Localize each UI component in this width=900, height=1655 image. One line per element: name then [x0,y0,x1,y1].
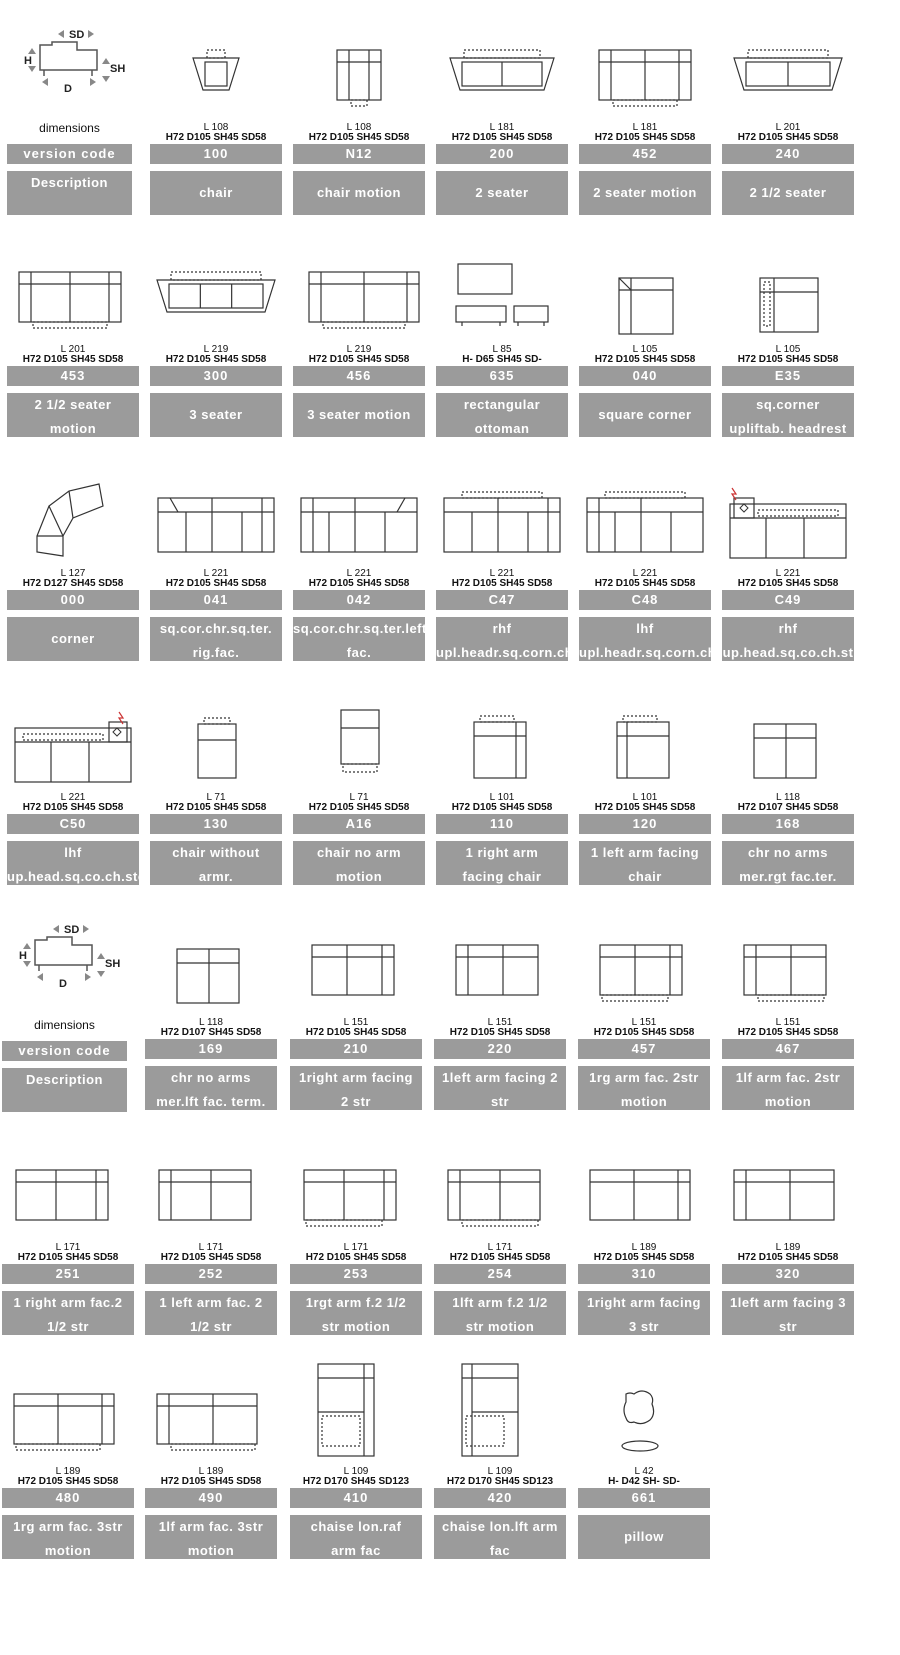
version-code: 042 [293,590,425,610]
length-text: L 221 [346,568,372,579]
version-code: 310 [578,1264,710,1284]
dimensions-text: H72 D105 SH45 SD58 [17,1252,119,1263]
description-line: square corner [598,407,692,422]
description-line: rhf [778,621,798,636]
version-code: 169 [145,1039,277,1059]
rhf-motion-icon [722,466,854,564]
version-code: 456 [293,366,425,386]
dimensions-text: H- D42 SH- SD- [608,1476,680,1487]
description-line: chair [199,185,233,200]
description-line: motion [187,1543,235,1558]
length-text: L 201 [60,344,86,355]
description [290,1515,422,1559]
dimensions-text: H72 D105 SH45 SD58 [737,354,839,365]
description [434,1291,566,1335]
description-line: upl.headr.sq.corn.ch [579,645,717,660]
dimensions-text: H72 D105 SH45 SD58 [593,1252,695,1263]
description-line: 1lf arm fac. 2str [735,1070,841,1085]
length-text: L 221 [60,792,86,803]
description [2,1291,134,1335]
description-line: 1right arm facing [299,1070,413,1085]
length-text: L 189 [55,1466,81,1477]
dimensions-text: H72 D105 SH45 SD58 [737,1252,839,1263]
dimensions-text: H72 D105 SH45 SD58 [593,1027,695,1038]
version-code: 041 [150,590,282,610]
dimensions-text: H72 D105 SH45 SD58 [305,1027,407,1038]
version-code: 661 [578,1488,710,1508]
description [436,841,568,885]
version-code: N12 [293,144,425,164]
description-line: chair [628,869,662,884]
description [290,1066,422,1110]
svg-text:H: H [24,55,32,67]
dimension-legend-icon [17,915,127,990]
chair-motion-icon [293,20,425,118]
description-line: chair no arm [316,845,402,860]
description [436,617,574,661]
svg-text:SD: SD [69,29,85,41]
dimensions-text: H72 D105 SH45 SD58 [737,1027,839,1038]
description [145,1066,277,1110]
description [434,1515,566,1559]
version-code: 480 [2,1488,134,1508]
version-code: 110 [436,814,568,834]
version-code: 130 [150,814,282,834]
description-line: 1/2 str [190,1319,232,1334]
dimensions-text: H72 D105 SH45 SD58 [451,802,553,813]
description-line: rectangular [463,397,541,412]
description-line: chair motion [316,185,401,200]
version-code: 168 [722,814,854,834]
dimensions-text: H72 D105 SH45 SD58 [308,132,410,143]
description-line: facing chair [462,869,542,884]
description-line: 3 str [629,1319,659,1334]
dimensions-label: dimensions [34,1018,95,1032]
description-line: upl.headr.sq.corn.ch [436,645,574,660]
right-arm-3str-motion-icon [2,1364,134,1462]
dimensions-text: H72 D105 SH45 SD58 [451,132,553,143]
dimensions-text: H72 D105 SH45 SD58 [165,132,267,143]
description-line: 1/2 str [47,1319,89,1334]
svg-text:H: H [19,950,27,962]
dimensions-text: H72 D105 SH45 SD58 [449,1252,551,1263]
description [579,841,711,885]
dimensions-text: H- D65 SH45 SD- [462,354,542,365]
description [2,1515,134,1559]
version-code: 200 [436,144,568,164]
version-code: 120 [579,814,711,834]
armless-chair-motion-icon [293,690,425,788]
right-arm-2str-icon [290,915,422,1013]
description-line: 1rgt arm f.2 1/2 [305,1295,407,1310]
left-arm-3str-motion-icon [145,1364,277,1462]
length-text: L 171 [55,1242,81,1253]
dimensions-text: H72 D105 SH45 SD58 [737,132,839,143]
legend-block-1 [7,20,132,220]
description-line: pillow [624,1529,664,1544]
description-line: chr no arms [748,845,828,860]
sq-cor-chr-left-icon [293,466,425,564]
description-line: mer.lft fac. term. [156,1094,266,1109]
description [150,393,282,437]
description [145,1291,277,1335]
description [722,617,854,661]
sofa-25-icon [722,20,854,118]
dimensions-text: H72 D105 SH45 SD58 [305,1252,407,1263]
version-code-label: version code [7,144,132,164]
chair-icon [150,20,282,118]
description-line: chair without [172,845,260,860]
length-text: L 108 [346,122,372,133]
right-arm-2str-motion-icon [578,915,710,1013]
svg-text:SH: SH [105,958,121,970]
version-code: 490 [145,1488,277,1508]
version-code: 040 [579,366,711,386]
sofa-2-motion-icon [579,20,711,118]
description [579,171,711,215]
length-text: L 181 [632,122,658,133]
length-text: L 101 [489,792,515,803]
description-line: sq.cor.chr.sq.ter.left [293,621,427,636]
version-code: 320 [722,1264,854,1284]
length-text: L 109 [343,1466,369,1477]
length-text: L 221 [203,568,229,579]
version-code: 210 [290,1039,422,1059]
chr-no-arms-right-icon [722,690,854,788]
length-text: L 127 [60,568,86,579]
sofa-3-motion-icon [293,242,425,340]
chaise-right-icon [290,1364,422,1462]
length-text: L 108 [203,122,229,133]
lhf-motion-icon [7,690,139,788]
description-line: fac. [346,645,372,660]
description-line: 1lft arm f.2 1/2 [452,1295,548,1310]
right-arm-chair-icon [436,690,568,788]
description-line: chr no arms [171,1070,251,1085]
sofa-3-icon [150,242,282,340]
svg-text:SD: SD [64,924,80,936]
length-text: L 151 [487,1017,513,1028]
description-line: up.head.sq.co.ch.st [722,645,854,660]
description [578,1291,710,1335]
description-line: chaise lon.raf [310,1519,402,1534]
description-line: 1 left arm fac. 2 [159,1295,263,1310]
lhf-headrest-icon [579,466,711,564]
description-line: corner [51,631,95,646]
length-text: L 219 [346,344,372,355]
sofa-25-motion-icon [7,242,139,340]
description [579,617,717,661]
length-text: L 105 [775,344,801,355]
rhf-headrest-icon [436,466,568,564]
description-line: 1left arm facing 3 [730,1295,846,1310]
dimensions-text: H72 D105 SH45 SD58 [737,578,839,589]
description-line: mer.rgt fac.ter. [739,869,837,884]
description-line: str [490,1094,510,1109]
description [145,1515,277,1559]
description [434,1066,566,1110]
sq-cor-chr-right-icon [150,466,282,564]
dimensions-text: H72 D105 SH45 SD58 [22,802,124,813]
length-text: L 71 [206,792,226,803]
armless-chair-icon [150,690,282,788]
chr-no-arms-left-icon [145,915,277,1013]
description-line: 2 str [341,1094,371,1109]
dimensions-text: H72 D105 SH45 SD58 [594,132,696,143]
length-text: L 171 [343,1242,369,1253]
dimensions-text: H72 D107 SH45 SD58 [737,802,839,813]
description-label: Description [2,1068,127,1112]
description-line: arm fac [331,1543,381,1558]
svg-text:SH: SH [110,63,126,75]
ottoman-icon [436,242,568,340]
sofa-2-icon [436,20,568,118]
dimensions-text: H72 D105 SH45 SD58 [160,1476,262,1487]
dimensions-text: H72 D105 SH45 SD58 [165,802,267,813]
left-arm-25str-motion-icon [434,1140,566,1238]
pillow-icon [578,1364,710,1462]
length-text: L 71 [349,792,369,803]
version-code: 253 [290,1264,422,1284]
length-text: L 189 [198,1466,224,1477]
length-text: L 151 [631,1017,657,1028]
description [436,171,568,215]
description-line: 3 seater [189,407,243,422]
dimensions-text: H72 D105 SH45 SD58 [451,578,553,589]
length-text: L 221 [775,568,801,579]
left-arm-chair-icon [579,690,711,788]
description [722,841,854,885]
dimensions-text: H72 D170 SH45 SD123 [302,1476,410,1487]
description-line: 1 right arm fac.2 [13,1295,123,1310]
dimensions-text: H72 D105 SH45 SD58 [22,354,124,365]
dimensions-text: H72 D170 SH45 SD123 [446,1476,554,1487]
dimensions-text: H72 D105 SH45 SD58 [165,578,267,589]
description-line: rhf [492,621,512,636]
dimensions-text: H72 D105 SH45 SD58 [449,1027,551,1038]
description [290,1291,422,1335]
description-line: 1 left arm facing [590,845,700,860]
dimensions-text: H72 D105 SH45 SD58 [308,354,410,365]
version-code: 300 [150,366,282,386]
version-code: 251 [2,1264,134,1284]
dimensions-text: H72 D105 SH45 SD58 [160,1252,262,1263]
description-line: 1rg arm fac. 3str [13,1519,123,1534]
version-code: A16 [293,814,425,834]
description-line: 3 seater motion [307,407,411,422]
description-line: 1 right arm [465,845,539,860]
description [150,171,282,215]
right-arm-25str-motion-icon [290,1140,422,1238]
version-code: 000 [7,590,139,610]
version-code: 252 [145,1264,277,1284]
description-line: armr. [198,869,234,884]
length-text: L 171 [198,1242,224,1253]
svg-text:D: D [59,978,67,990]
description-line: motion [620,1094,668,1109]
length-text: L 221 [632,568,658,579]
right-arm-3str-icon [578,1140,710,1238]
description [293,617,425,661]
dimensions-text: H72 D105 SH45 SD58 [594,354,696,365]
description [7,841,146,885]
description-line: str motion [465,1319,535,1334]
legend-block-2 [2,915,127,1115]
right-arm-25str-icon [2,1140,134,1238]
version-code: E35 [722,366,854,386]
description-line: lhf [64,845,82,860]
dimensions-text: H72 D105 SH45 SD58 [308,578,410,589]
description-line: 2 seater motion [593,185,697,200]
length-text: L 221 [489,568,515,579]
description-line: motion [335,869,383,884]
version-code: C50 [7,814,139,834]
description-line: 2 1/2 seater [34,397,112,412]
description-line: rig.fac. [192,645,240,660]
description-line: str [778,1319,798,1334]
description-line: motion [44,1543,92,1558]
description-line: sq.cor.chr.sq.ter. [159,621,273,636]
svg-text:D: D [64,83,72,95]
description-line: upliftab. headrest [729,421,847,436]
description-line: 1rg arm fac. 2str [589,1070,699,1085]
version-code: 254 [434,1264,566,1284]
description [578,1066,710,1110]
description [150,617,282,661]
description [578,1515,710,1559]
dimension-legend-icon [22,20,132,95]
description-line: 2 1/2 seater [749,185,827,200]
length-text: L 101 [632,792,658,803]
length-text: L 181 [489,122,515,133]
description-line: motion [764,1094,812,1109]
description [293,841,425,885]
chaise-left-icon [434,1364,566,1462]
version-code: 420 [434,1488,566,1508]
version-code-label: version code [2,1041,127,1061]
description [150,841,282,885]
version-code: 452 [579,144,711,164]
dimensions-text: H72 D127 SH45 SD58 [22,578,124,589]
description-line: 2 seater [475,185,529,200]
dimensions-text: H72 D105 SH45 SD58 [594,578,696,589]
square-corner-icon [579,242,711,340]
version-code: 100 [150,144,282,164]
description [579,393,711,437]
description-line: str motion [321,1319,391,1334]
left-arm-25str-icon [145,1140,277,1238]
corner-icon [7,466,139,564]
version-code: 467 [722,1039,854,1059]
version-code: 410 [290,1488,422,1508]
left-arm-3str-icon [722,1140,854,1238]
description [7,617,139,661]
description [7,393,139,437]
length-text: L 189 [631,1242,657,1253]
length-text: L 109 [487,1466,513,1477]
length-text: L 151 [775,1017,801,1028]
description [293,171,425,215]
dimensions-text: H72 D107 SH45 SD58 [160,1027,262,1038]
description-line: lhf [636,621,654,636]
description-line: up.head.sq.co.ch.ste [7,869,146,884]
description-line: sq.corner [756,397,820,412]
description-line: 1lf arm fac. 3str [158,1519,264,1534]
version-code: C48 [579,590,711,610]
version-code: 240 [722,144,854,164]
length-text: L 85 [492,344,512,355]
description [722,1066,854,1110]
left-arm-2str-icon [434,915,566,1013]
length-text: L 118 [199,1017,223,1028]
description [722,1291,854,1335]
length-text: L 42 [634,1466,654,1477]
dimensions-text: H72 D105 SH45 SD58 [165,354,267,365]
version-code: 220 [434,1039,566,1059]
version-code: C47 [436,590,568,610]
length-text: L 105 [632,344,658,355]
dimensions-text: H72 D105 SH45 SD58 [308,802,410,813]
dimensions-text: H72 D105 SH45 SD58 [594,802,696,813]
description [293,393,425,437]
version-code: 453 [7,366,139,386]
dimensions-label: dimensions [39,121,100,135]
description-line: chaise lon.lft arm [442,1519,558,1534]
length-text: L 189 [775,1242,801,1253]
square-corner-headrest-icon [722,242,854,340]
length-text: L 171 [487,1242,513,1253]
description [722,393,854,437]
dimensions-text: H72 D105 SH45 SD58 [17,1476,119,1487]
version-code: 635 [436,366,568,386]
left-arm-2str-motion-icon [722,915,854,1013]
length-text: L 118 [776,792,800,803]
description-line: 1right arm facing [587,1295,701,1310]
length-text: L 201 [775,122,801,133]
description-line: fac [489,1543,511,1558]
description-line: 1left arm facing 2 [442,1070,558,1085]
description [722,171,854,215]
description-line: ottoman [474,421,530,436]
version-code: 457 [578,1039,710,1059]
description-label: Description [7,171,132,215]
version-code: C49 [722,590,854,610]
length-text: L 219 [203,344,229,355]
description [436,393,568,437]
length-text: L 151 [343,1017,369,1028]
description-line: motion [49,421,97,436]
